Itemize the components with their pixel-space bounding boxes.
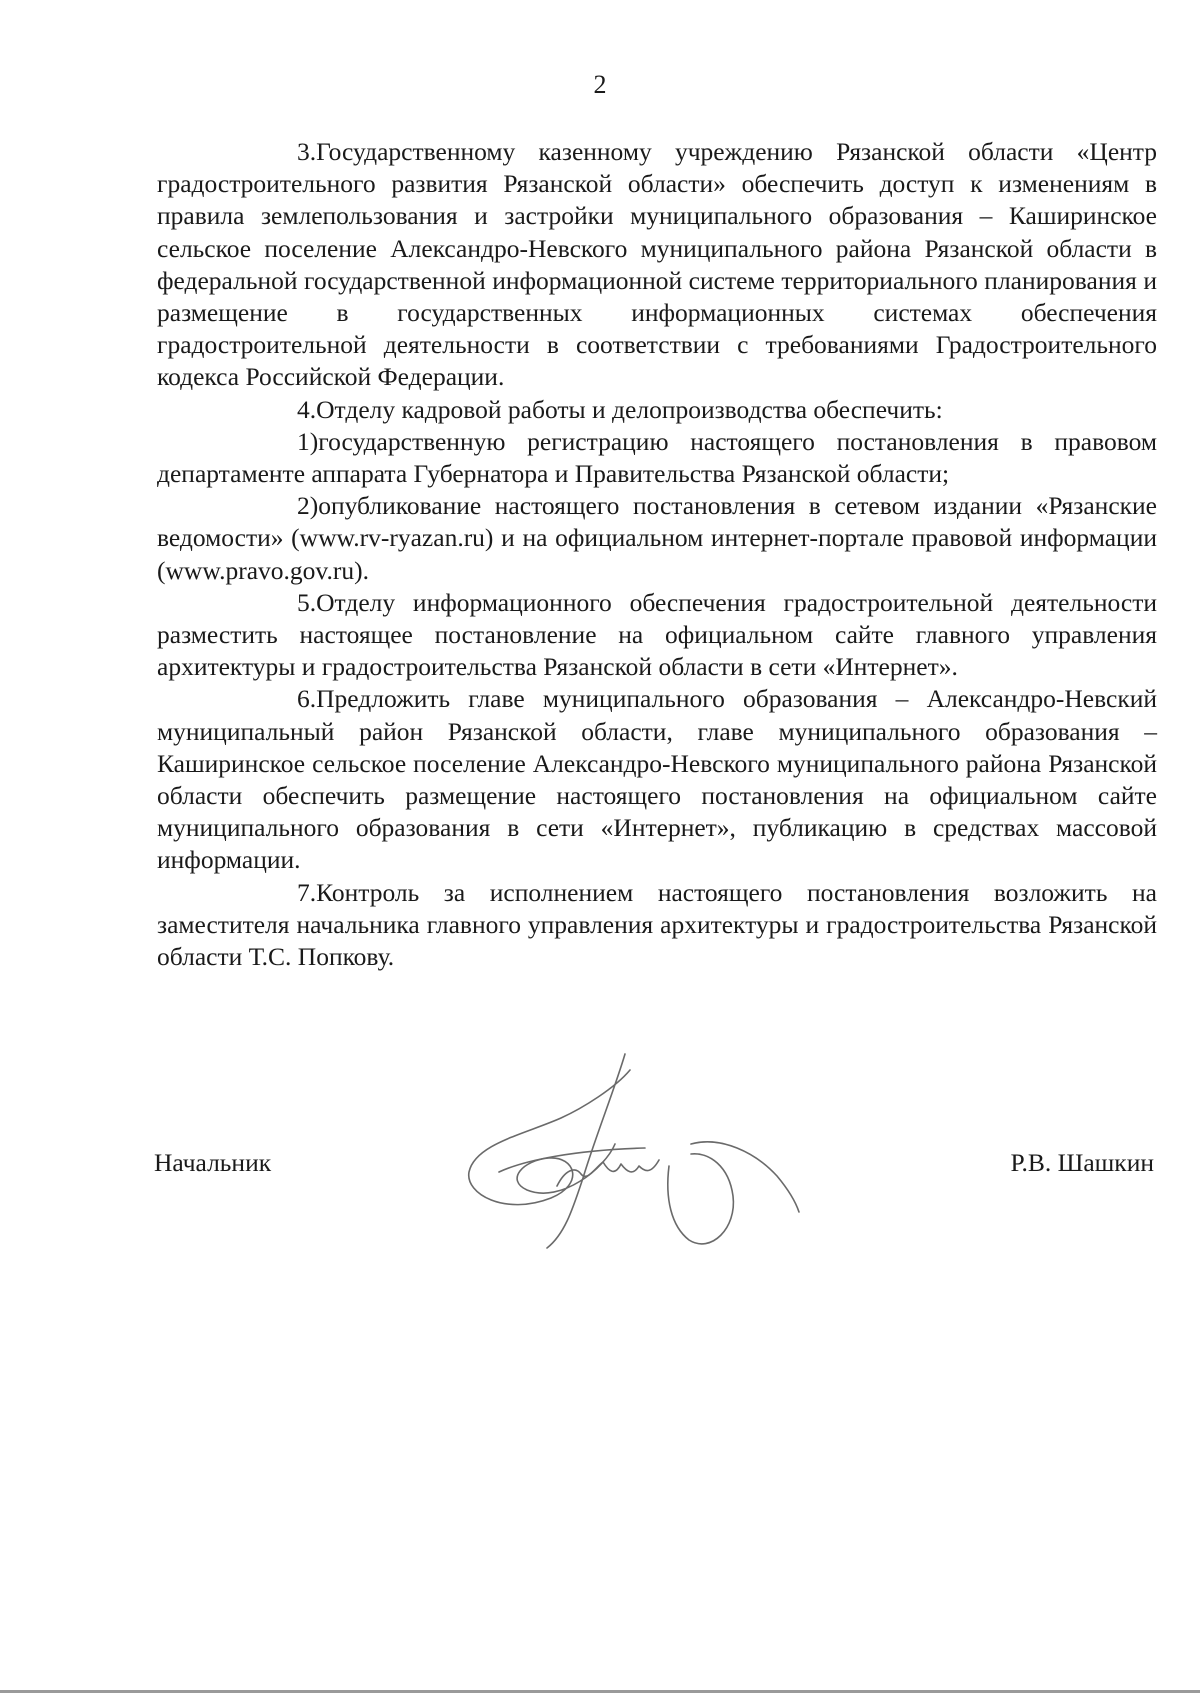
signatory-title: Начальник: [154, 1148, 272, 1177]
paragraph-text: Государственному казенному учреждению Рязанской области «Центр градостроительного развития Рязанской области» обеспечить доступ к изменениям в правила землепользования и застройки муниципального образования – Каширинское сельское поселение Александро-Невского муниципального района Рязанской области в федеральной государственной информационной системе территориального планирования и размещение в государственных информационных системах обеспечения градостроительной деятельности в соответствии с требованиями Градостроительного кодекса Российской Федерации.: [157, 137, 1157, 392]
paragraph-text: Отделу информационного обеспечения градостроительной деятельности разместить настоящее постановление на официальном сайте главного управления архитектуры и градостроительства Рязанской области в сети «Интернет».: [157, 587, 1157, 682]
paragraph-number: 6.: [297, 684, 317, 714]
paragraph-text: Предложить главе муниципального образования – Александро-Невский муниципальный район Рязанской области, главе муниципального образования – Каширинское сельское поселение Александро-Невского муниципального района Рязанской области обеспечить размещение настоящего постановления на официальном сайте муниципального образования в сети «Интернет», публикацию в средствах массовой информации.: [157, 684, 1157, 875]
paragraph-5: [157, 587, 1157, 684]
paragraph-number: 4.: [297, 394, 317, 424]
paragraph-number: 7.: [297, 877, 317, 907]
paragraph-4: [157, 394, 1157, 426]
handwritten-signature: [465, 1048, 825, 1258]
subitem-number: 1): [297, 426, 319, 456]
signatory-name: Р.В. Шашкин: [1010, 1148, 1154, 1177]
paragraph-number: 5.: [297, 587, 317, 617]
subitem-1: [157, 426, 1157, 490]
subitem-text: опубликование настоящего постановления в сетевом издании «Рязанские ведомости» (www.rv-ryazan.ru) и на официальном интернет-портале правовой информации (www.pravo.gov.ru).: [157, 491, 1157, 585]
subitem-2: [157, 490, 1157, 587]
paragraph-3: [157, 136, 1157, 394]
paragraph-number: 3.: [297, 137, 317, 166]
subitem-number: 2): [297, 491, 319, 521]
paragraph-6: [157, 683, 1157, 876]
paragraph-7: [157, 877, 1157, 974]
bottom-rule: [0, 1690, 1200, 1693]
page-number: 2: [593, 70, 607, 99]
paragraph-text: Контроль за исполнением настоящего постановления возложить на заместителя начальника главного управления архитектуры и градостроительства Рязанской области Т.С. Попкову.: [157, 877, 1157, 972]
paragraph-text: Отделу кадровой работы и делопроизводства обеспечить:: [316, 394, 943, 424]
document-body: [157, 136, 1157, 973]
subitem-text: государственную регистрацию настоящего постановления в правовом департаменте аппарата Губернатора и Правительства Рязанской области;: [157, 426, 1157, 489]
